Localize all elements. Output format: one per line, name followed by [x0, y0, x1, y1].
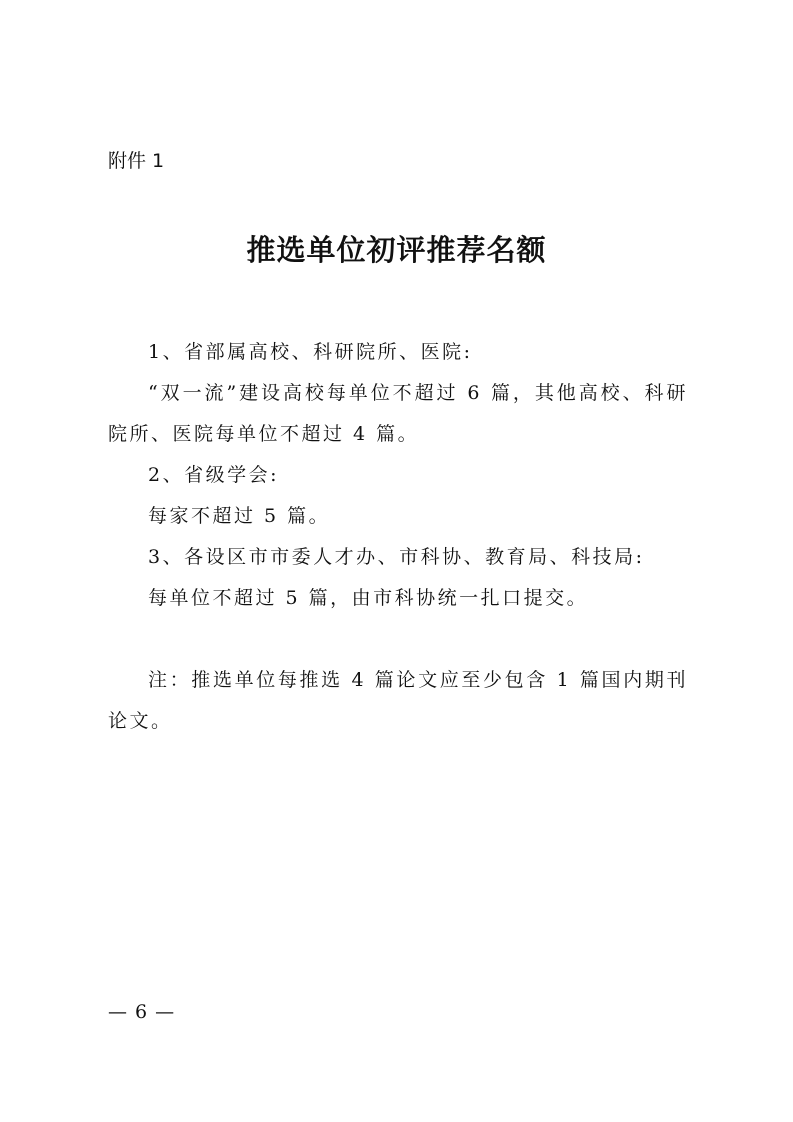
paragraph-category-1-heading: 1、省部属高校、科研院所、医院: [148, 341, 473, 363]
attachment-label: 附件 1 [108, 150, 165, 172]
document-title: 推选单位初评推荐名额 [246, 233, 547, 267]
paragraph-category-2-detail: 每家不超过 5 篇。 [148, 505, 331, 527]
document-body [108, 332, 688, 742]
paragraph-category-1-detail: “双一流”建设高校每单位不超过 6 篇，其他高校、科研院所、医院每单位不超过 4 篇。 [108, 382, 688, 445]
paragraph-category-3-detail: 每单位不超过 5 篇，由市科协统一扎口提交。 [148, 587, 589, 609]
note-paragraph: 注：推选单位每推选 4 篇论文应至少包含 1 篇国内期刊论文。 [108, 669, 688, 732]
paragraph-category-3-heading: 3、各设区市市委人才办、市科协、教育局、科技局: [148, 546, 645, 568]
paragraph-category-2-heading: 2、省级学会: [148, 464, 279, 486]
page-number: — 6 — [108, 1001, 176, 1023]
